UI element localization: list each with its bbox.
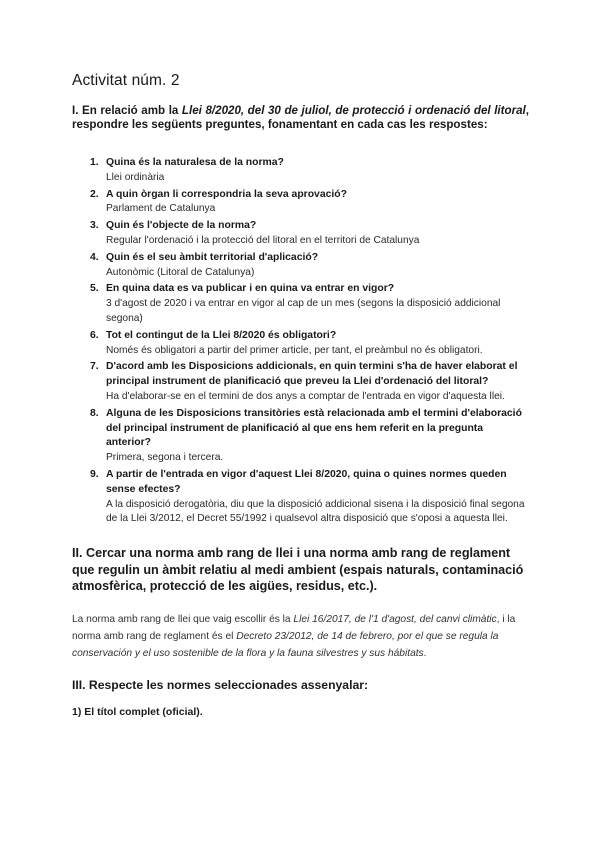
decree-title: Decreto 23/2012, de 14 de febrero, por el que se regula la conservación y el uso sostenible de la flora y la fauna silvestres y sus hábitats: [72, 630, 499, 660]
question-number: 3.: [90, 220, 99, 232]
question-number: 9.: [90, 468, 99, 480]
list-item: [72, 282, 529, 326]
intro-paragraph: [72, 104, 529, 132]
answer-text: Llei ordinària: [106, 171, 165, 183]
question-text: D'acord amb les Disposicions addicionals, en quin termini s'ha de haver elaborat el principal instrument de planificació que preveu la Llei d'ordenació del litoral?: [106, 361, 518, 388]
document-page: [72, 72, 529, 718]
answer-text: Parlament de Catalunya: [106, 203, 216, 215]
section-three-heading: III. Respecte les normes seleccionades assenyalar:: [72, 678, 369, 693]
list-item: [72, 407, 529, 466]
question-number: 7.: [90, 361, 99, 373]
list-item: [72, 468, 529, 527]
law-title: Llei 16/2017, de l'1 d'agost, del canvi climàtic: [293, 613, 497, 625]
question-number: 6.: [90, 329, 99, 341]
answer-text: Primera, segona i tercera.: [106, 452, 224, 464]
list-item: [72, 156, 529, 186]
list-item: [72, 251, 529, 281]
question-text: Quin és el seu àmbit territorial d'aplicació?: [106, 251, 319, 263]
para-end: .: [423, 648, 427, 660]
question-text: Tot el contingut de la Llei 8/2020 és obligatori?: [106, 329, 337, 341]
page-title: Activitat núm. 2: [72, 72, 180, 89]
question-text: A partir de l'entrada en vigor d'aquest Llei 8/2020, quina o quines normes queden sense efectes?: [106, 468, 507, 495]
list-item: [72, 360, 529, 404]
question-text: Alguna de les Disposicions transitòries està relacionada amb el termini d'elaboració del principal instrument de planificació al que ens hem referit en la pregunta anterior?: [106, 407, 522, 449]
question-text: A quin òrgan li correspondria la seva aprovació?: [106, 188, 347, 200]
para-mid: , i la norma amb rang de reglament és el: [72, 613, 516, 642]
subitem-official-title: 1) El títol complet (oficial).: [72, 706, 203, 719]
intro-law-title: Llei 8/2020, del 30 de juliol, de protecció i ordenació del litoral: [181, 104, 526, 117]
list-item: [72, 219, 529, 249]
answer-text: Regular l'ordenació i la protecció del litoral en el territori de Catalunya: [106, 234, 420, 246]
answer-text: A la disposició derogatòria, diu que la disposició addicional sisena i la disposició final segona de la Llei 3/2012, el Decret 55/1992 i qualsevol altra disposició que s'oposi a aquesta llei.: [106, 498, 525, 525]
question-text: En quina data es va publicar i en quina va entrar en vigor?: [106, 283, 395, 295]
list-item: [72, 329, 529, 359]
answer-text: Només és obligatori a partir del primer article, per tant, el preàmbul no és obligatori.: [106, 344, 483, 356]
answer-text: 3 d'agost de 2020 i va entrar en vigor al cap de un mes (segons la disposició addicional segona): [106, 298, 501, 324]
questions-list: [72, 156, 529, 527]
question-text: Quin és l'objecte de la norma?: [106, 220, 257, 232]
question-number: 1.: [90, 157, 99, 168]
list-item: [72, 188, 529, 218]
question-number: 2.: [90, 188, 99, 200]
answer-text: Autonòmic (Litoral de Catalunya): [106, 266, 255, 278]
intro-pre: I. En relació amb la: [72, 104, 182, 117]
question-number: 4.: [90, 251, 99, 263]
para-pre: La norma amb rang de llei que vaig escollir és la: [72, 613, 294, 625]
intro-post: , respondre les següents preguntes, fonamentant en cada cas les respostes:: [72, 104, 530, 131]
section-two-paragraph: [72, 611, 529, 663]
answer-text: Ha d'elaborar-se en el termini de dos anys a comptar de l'entrada en vigor d'aquesta llei.: [106, 390, 505, 402]
question-text: Quina és la naturalesa de la norma?: [106, 157, 284, 168]
section-two-heading: II. Cercar una norma amb rang de llei i una norma amb rang de reglament que regulin un àmbit relatiu al medi ambient (espais naturals, contaminació atmosfèrica, protecció de les aigües, residus, etc.).: [72, 546, 524, 594]
question-number: 8.: [90, 407, 99, 419]
question-number: 5.: [90, 283, 99, 295]
